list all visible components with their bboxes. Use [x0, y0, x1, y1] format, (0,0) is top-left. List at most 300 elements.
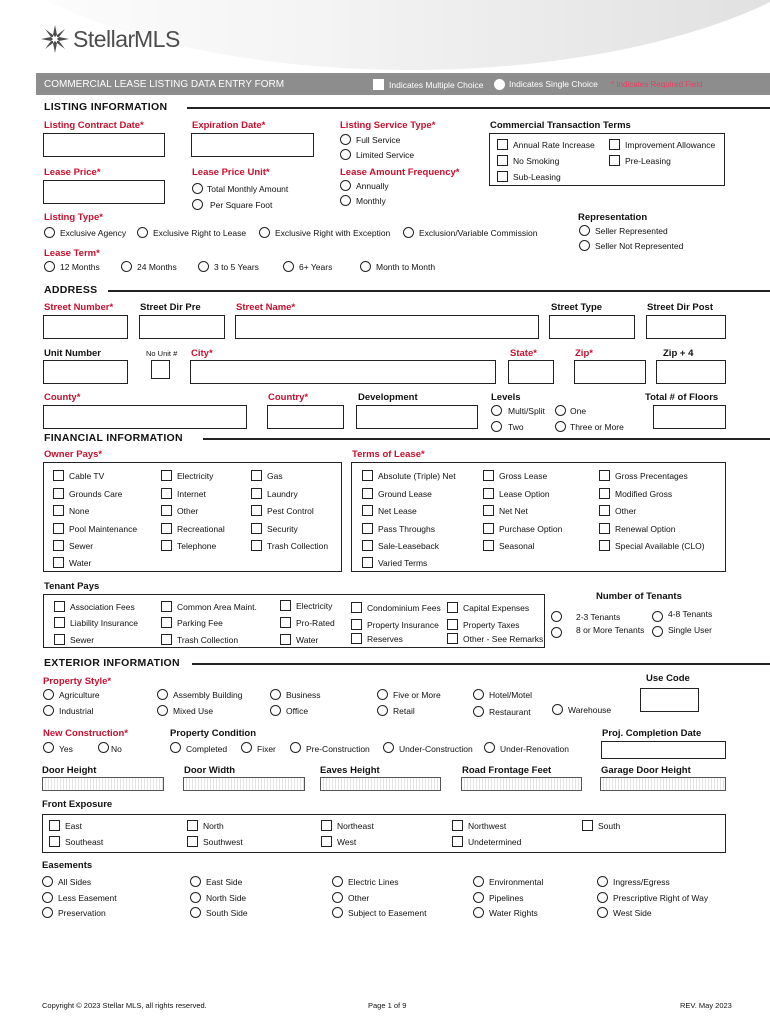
radio-full-service[interactable]: [340, 134, 351, 145]
property-style-option-label: Assembly Building: [173, 690, 243, 700]
cb-front-exposure-1[interactable]: [49, 836, 60, 847]
tenant-pays-option-label: Pro-Rated: [296, 618, 335, 628]
radio-easement-4[interactable]: [190, 892, 201, 903]
opt-one: One: [570, 406, 587, 416]
label-expiration-date: Expiration Date*: [192, 120, 266, 131]
terms-of-lease-option-label: Modified Gross: [615, 489, 673, 499]
cb-tenant-pays-10[interactable]: [351, 619, 362, 630]
radio-easement-8[interactable]: [332, 907, 343, 918]
radio-limited-service[interactable]: [340, 149, 351, 160]
label-lease-term: Lease Term*: [44, 248, 100, 259]
section-divider: [203, 438, 770, 440]
cb-tenant-pays-8[interactable]: [280, 634, 291, 645]
label-lease-price-unit: Lease Price Unit*: [192, 167, 270, 178]
label-zip: Zip*: [575, 348, 593, 359]
cb-terms-of-lease-5[interactable]: [362, 557, 373, 568]
cb-owner-pays-10[interactable]: [161, 540, 172, 551]
star-burst-icon: [40, 24, 70, 54]
section-title-listing: LISTING INFORMATION: [44, 101, 168, 113]
label-number-of-tenants: Number of Tenants: [596, 591, 682, 602]
street-dir-post-input[interactable]: [646, 315, 726, 339]
owner-pays-option-label: None: [69, 506, 90, 516]
radio-property-style-4[interactable]: [270, 689, 281, 700]
cb-terms-of-lease-13[interactable]: [599, 505, 610, 516]
radio-property-style-0[interactable]: [43, 689, 54, 700]
radio-exclusion-variable[interactable]: [403, 227, 414, 238]
cb-front-exposure-6[interactable]: [452, 820, 463, 831]
label-terms-of-lease: Terms of Lease*: [352, 449, 425, 460]
easement-option-label: Less Easement: [58, 893, 117, 903]
label-street-type: Street Type: [551, 302, 603, 313]
cb-owner-pays-13[interactable]: [251, 505, 262, 516]
radio-exclusive-agency[interactable]: [44, 227, 55, 238]
radio-easement-7[interactable]: [332, 892, 343, 903]
cb-owner-pays-7[interactable]: [161, 488, 172, 499]
owner-pays-option-label: Pest Control: [267, 506, 314, 516]
easement-option-label: South Side: [206, 908, 248, 918]
label-country: Country*: [268, 392, 309, 403]
label-tenant-pays: Tenant Pays: [44, 581, 100, 592]
easement-option-label: Subject to Easement: [348, 908, 427, 918]
cb-sub-leasing[interactable]: [497, 171, 508, 182]
label-use-code: Use Code: [646, 673, 690, 684]
radio-easement-10[interactable]: [473, 892, 484, 903]
easement-option-label: Pipelines: [489, 893, 524, 903]
cb-terms-of-lease-3[interactable]: [362, 523, 373, 534]
cb-terms-of-lease-0[interactable]: [362, 470, 373, 481]
terms-of-lease-option-label: Renewal Option: [615, 524, 676, 534]
opt-no: No: [111, 744, 122, 754]
cb-terms-of-lease-10[interactable]: [483, 540, 494, 551]
owner-pays-option-label: Laundry: [267, 489, 298, 499]
door-height-input[interactable]: [42, 777, 164, 791]
tenant-pays-option-label: Reserves: [367, 634, 403, 644]
owner-pays-option-label: Pool Maintenance: [69, 524, 138, 534]
cb-tenant-pays-1[interactable]: [54, 617, 65, 628]
easement-option-label: Environmental: [489, 877, 544, 887]
owner-pays-option-label: Recreational: [177, 524, 225, 534]
cb-tenant-pays-11[interactable]: [351, 633, 362, 644]
radio-single-user[interactable]: [652, 626, 663, 637]
radio-easement-14[interactable]: [597, 907, 608, 918]
footer-revision: REV. May 2023: [680, 1001, 732, 1010]
easement-option-label: Other: [348, 893, 370, 903]
cb-terms-of-lease-11[interactable]: [599, 470, 610, 481]
cb-owner-pays-0[interactable]: [53, 470, 64, 481]
cb-terms-of-lease-15[interactable]: [599, 540, 610, 551]
label-front-exposure: Front Exposure: [42, 799, 113, 810]
label-service-type: Listing Service Type*: [340, 120, 436, 131]
opt-yes: Yes: [59, 744, 73, 754]
terms-of-lease-option-label: Pass Throughs: [378, 524, 436, 534]
cb-front-exposure-4[interactable]: [321, 820, 332, 831]
section-title-exterior: EXTERIOR INFORMATION: [44, 657, 180, 669]
easement-option-label: Electric Lines: [348, 877, 399, 887]
opt-limited-service: Limited Service: [356, 150, 415, 160]
tenant-pays-option-label: Parking Fee: [177, 618, 223, 628]
contract-date-input[interactable]: [43, 133, 165, 157]
opt-single-user: Single User: [668, 625, 712, 635]
opt-exclusion-variable: Exclusion/Variable Commission: [419, 228, 538, 238]
label-eaves-height: Eaves Height: [320, 765, 380, 776]
multi-choice-legend-box: [373, 79, 384, 90]
cb-terms-of-lease-14[interactable]: [599, 523, 610, 534]
proj-completion-input[interactable]: [601, 741, 726, 759]
opt-completed: Completed: [186, 744, 228, 754]
label-lease-price: Lease Price*: [44, 167, 101, 178]
cb-terms-of-lease-12[interactable]: [599, 488, 610, 499]
opt-multi-split: Multi/Split: [508, 406, 545, 416]
label-state: State*: [510, 348, 537, 359]
opt-improvement-allowance: Improvement Allowance: [625, 140, 716, 150]
radio-property-style-6[interactable]: [377, 689, 388, 700]
footer-page-number: Page 1 of 9: [368, 1001, 407, 1010]
owner-pays-option-label: Trash Collection: [267, 541, 329, 551]
owner-pays-option-label: Internet: [177, 489, 206, 499]
tenant-pays-option-label: Trash Collection: [177, 635, 239, 645]
radio-3-to-5-years[interactable]: [198, 261, 209, 272]
front-exposure-group: [42, 814, 726, 853]
cb-owner-pays-6[interactable]: [161, 470, 172, 481]
radio-no[interactable]: [98, 742, 109, 753]
opt-pre-leasing: Pre-Leasing: [625, 156, 671, 166]
terms-of-lease-option-label: Purchase Option: [499, 524, 563, 534]
owner-pays-option-label: Other: [177, 506, 199, 516]
total-floors-input[interactable]: [653, 405, 726, 429]
cb-terms-of-lease-6[interactable]: [483, 470, 494, 481]
owner-pays-option-label: Telephone: [177, 541, 217, 551]
no-unit-checkbox[interactable]: [151, 360, 170, 379]
terms-of-lease-option-label: Varied Terms: [378, 558, 428, 568]
single-choice-legend-circle: [494, 79, 505, 90]
cb-tenant-pays-6[interactable]: [280, 600, 291, 611]
cb-terms-of-lease-8[interactable]: [483, 505, 494, 516]
radio-property-style-8[interactable]: [473, 689, 484, 700]
cb-terms-of-lease-2[interactable]: [362, 505, 373, 516]
radio-easement-13[interactable]: [597, 892, 608, 903]
radio-property-style-1[interactable]: [43, 705, 54, 716]
radio-easement-9[interactable]: [473, 876, 484, 887]
property-style-option-label: Agriculture: [59, 690, 100, 700]
terms-of-lease-option-label: Sale-Leaseback: [378, 541, 439, 551]
label-levels: Levels: [491, 392, 521, 403]
cb-tenant-pays-14[interactable]: [447, 633, 458, 644]
label-road-frontage: Road Frontage Feet: [462, 765, 552, 776]
brand-name: Stellar: [73, 26, 135, 52]
cb-owner-pays-15[interactable]: [251, 540, 262, 551]
opt-exclusive-right-lease: Exclusive Right to Lease: [153, 228, 247, 238]
property-style-option-label: Industrial: [59, 706, 94, 716]
state-input[interactable]: [508, 360, 554, 384]
radio-yes[interactable]: [43, 742, 54, 753]
opt-annual-rate-increase: Annual Rate Increase: [513, 140, 595, 150]
radio-24-months[interactable]: [121, 261, 132, 272]
opt-three-or-more: Three or More: [570, 422, 624, 432]
tenant-pays-option-label: Electricity: [296, 601, 333, 611]
radio-annually[interactable]: [340, 180, 351, 191]
street-dir-pre-input[interactable]: [139, 315, 225, 339]
radio-one[interactable]: [555, 405, 566, 416]
cb-tenant-pays-5[interactable]: [161, 634, 172, 645]
opt-seller-represented: Seller Represented: [595, 226, 668, 236]
cb-front-exposure-2[interactable]: [187, 820, 198, 831]
radio-8-or-more[interactable]: [551, 627, 562, 638]
lease-price-input[interactable]: [43, 180, 165, 204]
unit-number-input[interactable]: [43, 360, 128, 384]
legend-single: Indicates Single Choice: [509, 79, 598, 89]
cb-improvement-allowance[interactable]: [609, 139, 620, 150]
radio-seller-not-represented[interactable]: [579, 240, 590, 251]
opt-annually: Annually: [356, 181, 389, 191]
tenant-pays-option-label: Common Area Maint.: [177, 602, 257, 612]
country-input[interactable]: [267, 405, 344, 429]
tenant-pays-option-label: Property Taxes: [463, 620, 520, 630]
label-total-floors: Total # of Floors: [645, 392, 719, 403]
tenant-pays-option-label: Capital Expenses: [463, 603, 530, 613]
front-exposure-option-label: Northeast: [337, 821, 374, 831]
terms-of-lease-option-label: Seasonal: [499, 541, 535, 551]
cb-front-exposure-8[interactable]: [582, 820, 593, 831]
section-title-financial: FINANCIAL INFORMATION: [44, 432, 183, 444]
tenant-pays-option-label: Water: [296, 635, 319, 645]
opt-seller-not-represented: Seller Not Represented: [595, 241, 684, 251]
label-property-condition: Property Condition: [170, 728, 257, 739]
cb-terms-of-lease-1[interactable]: [362, 488, 373, 499]
cb-tenant-pays-9[interactable]: [351, 602, 362, 613]
radio-easement-11[interactable]: [473, 907, 484, 918]
owner-pays-option-label: Cable TV: [69, 471, 105, 481]
terms-of-lease-option-label: Lease Option: [499, 489, 550, 499]
opt-total-monthly: Total Monthly Amount: [207, 184, 289, 194]
owner-pays-option-label: Grounds Care: [69, 489, 123, 499]
label-door-height: Door Height: [42, 765, 97, 776]
cb-annual-rate-increase[interactable]: [497, 139, 508, 150]
cb-owner-pays-5[interactable]: [53, 557, 64, 568]
city-input[interactable]: [190, 360, 496, 384]
radio-property-style-3[interactable]: [157, 705, 168, 716]
label-representation: Representation: [578, 212, 648, 223]
cb-owner-pays-9[interactable]: [161, 523, 172, 534]
cb-tenant-pays-3[interactable]: [161, 601, 172, 612]
cb-owner-pays-2[interactable]: [53, 505, 64, 516]
front-exposure-option-label: Northwest: [468, 821, 507, 831]
door-width-input[interactable]: [183, 777, 305, 791]
label-no-unit: No Unit #: [146, 349, 178, 358]
opt-24-months: 24 Months: [137, 262, 177, 272]
easement-option-label: Prescriptive Right of Way: [613, 893, 709, 903]
label-property-style: Property Style*: [43, 676, 112, 687]
cb-tenant-pays-12[interactable]: [447, 602, 458, 613]
radio-easement-1[interactable]: [42, 892, 53, 903]
cb-owner-pays-4[interactable]: [53, 540, 64, 551]
radio-month-to-month[interactable]: [360, 261, 371, 272]
opt-fixer: Fixer: [257, 744, 276, 754]
label-lease-amount-frequency: Lease Amount Frequency*: [340, 167, 460, 178]
terms-of-lease-option-label: Ground Lease: [378, 489, 432, 499]
label-door-width: Door Width: [184, 765, 236, 776]
cb-terms-of-lease-4[interactable]: [362, 540, 373, 551]
property-style-option-label: Hotel/Motel: [489, 690, 532, 700]
owner-pays-option-label: Electricity: [177, 471, 214, 481]
label-transaction-terms: Commercial Transaction Terms: [490, 120, 631, 131]
terms-of-lease-option-label: Gross Lease: [499, 471, 548, 481]
section-divider: [108, 290, 770, 292]
label-new-construction: New Construction*: [43, 728, 128, 739]
front-exposure-option-label: Southeast: [65, 837, 104, 847]
property-style-option-label: Retail: [393, 706, 415, 716]
owner-pays-option-label: Security: [267, 524, 298, 534]
radio-monthly[interactable]: [340, 195, 351, 206]
property-style-option-label: Restaurant: [489, 707, 531, 717]
cb-owner-pays-12[interactable]: [251, 488, 262, 499]
front-exposure-option-label: Undetermined: [468, 837, 522, 847]
cb-pre-leasing[interactable]: [609, 155, 620, 166]
cb-owner-pays-11[interactable]: [251, 470, 262, 481]
radio-total-monthly[interactable]: [192, 183, 203, 194]
opt-4-8-tenants: 4-8 Tenants: [668, 609, 713, 619]
radio-two[interactable]: [491, 421, 502, 432]
county-input[interactable]: [43, 405, 247, 429]
radio-under-renovation[interactable]: [484, 742, 495, 753]
opt-exclusive-agency: Exclusive Agency: [60, 228, 127, 238]
label-development: Development: [358, 392, 418, 403]
tenant-pays-option-label: Sewer: [70, 635, 95, 645]
radio-per-square-foot[interactable]: [192, 199, 203, 210]
label-contract-date: Listing Contract Date*: [44, 120, 144, 131]
radio-three-or-more[interactable]: [555, 421, 566, 432]
label-unit-number: Unit Number: [44, 348, 101, 359]
opt-no-smoking: No Smoking: [513, 156, 560, 166]
cb-front-exposure-5[interactable]: [321, 836, 332, 847]
opt-pre-construction: Pre-Construction: [306, 744, 370, 754]
cb-terms-of-lease-9[interactable]: [483, 523, 494, 534]
cb-no-smoking[interactable]: [497, 155, 508, 166]
tenant-pays-option-label: Property Insurance: [367, 620, 439, 630]
opt-per-square-foot: Per Square Foot: [210, 200, 273, 210]
expiration-date-input[interactable]: [191, 133, 314, 157]
opt-under-construction: Under-Construction: [399, 744, 473, 754]
radio-exclusive-right-exception[interactable]: [259, 227, 270, 238]
label-county: County*: [44, 392, 81, 403]
radio-6-plus-years[interactable]: [283, 261, 294, 272]
opt-6-plus-years: 6+ Years: [299, 262, 333, 272]
zip-input[interactable]: [574, 360, 646, 384]
opt-full-service: Full Service: [356, 135, 401, 145]
front-exposure-option-label: South: [598, 821, 621, 831]
front-exposure-option-label: West: [337, 837, 357, 847]
use-code-input[interactable]: [640, 688, 699, 712]
zip4-input[interactable]: [656, 360, 726, 384]
footer-copyright: Copyright © 2023 Stellar MLS, all rights reserved.: [42, 1001, 207, 1010]
easement-option-label: West Side: [613, 908, 652, 918]
radio-easement-3[interactable]: [190, 876, 201, 887]
owner-pays-option-label: Sewer: [69, 541, 94, 551]
tenant-pays-option-label: Association Fees: [70, 602, 135, 612]
label-street-dir-pre: Street Dir Pre: [140, 302, 201, 313]
cb-tenant-pays-7[interactable]: [280, 617, 291, 628]
radio-12-months[interactable]: [44, 261, 55, 272]
brand-suffix: MLS: [134, 26, 180, 52]
easement-option-label: Preservation: [58, 908, 106, 918]
cb-owner-pays-8[interactable]: [161, 505, 172, 516]
radio-seller-represented[interactable]: [579, 225, 590, 236]
cb-owner-pays-14[interactable]: [251, 523, 262, 534]
street-number-input[interactable]: [43, 315, 128, 339]
radio-multi-split[interactable]: [491, 405, 502, 416]
cb-terms-of-lease-7[interactable]: [483, 488, 494, 499]
opt-2-3-tenants: 2-3 Tenants: [576, 612, 621, 622]
radio-property-style-7[interactable]: [377, 705, 388, 716]
radio-exclusive-right-lease[interactable]: [137, 227, 148, 238]
label-street-number: Street Number*: [44, 302, 114, 313]
radio-property-style-9[interactable]: [473, 706, 484, 717]
radio-property-style-10[interactable]: [552, 704, 563, 715]
radio-easement-2[interactable]: [42, 907, 53, 918]
street-type-input[interactable]: [549, 315, 635, 339]
opt-monthly: Monthly: [356, 196, 386, 206]
cb-owner-pays-1[interactable]: [53, 488, 64, 499]
radio-fixer[interactable]: [241, 742, 252, 753]
road-frontage-input[interactable]: [461, 777, 582, 791]
radio-under-construction[interactable]: [383, 742, 394, 753]
eaves-height-input[interactable]: [320, 777, 441, 791]
cb-front-exposure-3[interactable]: [187, 836, 198, 847]
legend-multi: Indicates Multiple Choice: [389, 80, 484, 90]
cb-owner-pays-3[interactable]: [53, 523, 64, 534]
cb-front-exposure-0[interactable]: [49, 820, 60, 831]
easement-option-label: All Sides: [58, 877, 92, 887]
radio-easement-12[interactable]: [597, 876, 608, 887]
radio-pre-construction[interactable]: [290, 742, 301, 753]
label-garage-door-height: Garage Door Height: [601, 765, 691, 776]
section-title-address: ADDRESS: [44, 284, 98, 296]
terms-of-lease-option-label: Absolute (Triple) Net: [378, 471, 456, 481]
front-exposure-option-label: Southwest: [203, 837, 243, 847]
opt-two: Two: [508, 422, 524, 432]
opt-under-renovation: Under-Renovation: [500, 744, 569, 754]
radio-2-3-tenants[interactable]: [551, 611, 562, 622]
radio-completed[interactable]: [170, 742, 181, 753]
owner-pays-option-label: Water: [69, 558, 92, 568]
radio-property-style-2[interactable]: [157, 689, 168, 700]
radio-easement-0[interactable]: [42, 876, 53, 887]
cb-tenant-pays-13[interactable]: [447, 619, 458, 630]
development-input[interactable]: [356, 405, 478, 429]
terms-of-lease-option-label: Other: [615, 506, 637, 516]
terms-of-lease-option-label: Net Net: [499, 506, 528, 516]
radio-4-8-tenants[interactable]: [652, 611, 663, 622]
cb-tenant-pays-4[interactable]: [161, 617, 172, 628]
street-name-input[interactable]: [235, 315, 539, 339]
garage-door-height-input[interactable]: [600, 777, 726, 791]
cb-tenant-pays-0[interactable]: [54, 601, 65, 612]
cb-tenant-pays-2[interactable]: [54, 634, 65, 645]
radio-property-style-5[interactable]: [270, 705, 281, 716]
radio-easement-6[interactable]: [332, 876, 343, 887]
label-city: City*: [191, 348, 213, 359]
terms-of-lease-option-label: Gross Precentages: [615, 471, 688, 481]
legend-required: * Indicates Required Field: [611, 80, 703, 89]
tenant-pays-option-label: Condominium Fees: [367, 603, 441, 613]
opt-sub-leasing: Sub-Leasing: [513, 172, 561, 182]
label-proj-completion: Proj. Completion Date: [602, 728, 702, 739]
cb-front-exposure-7[interactable]: [452, 836, 463, 847]
form-title: COMMERCIAL LEASE LISTING DATA ENTRY FORM: [44, 79, 285, 90]
radio-easement-5[interactable]: [190, 907, 201, 918]
label-easements: Easements: [42, 860, 93, 871]
terms-of-lease-option-label: Net Lease: [378, 506, 417, 516]
opt-12-months: 12 Months: [60, 262, 100, 272]
